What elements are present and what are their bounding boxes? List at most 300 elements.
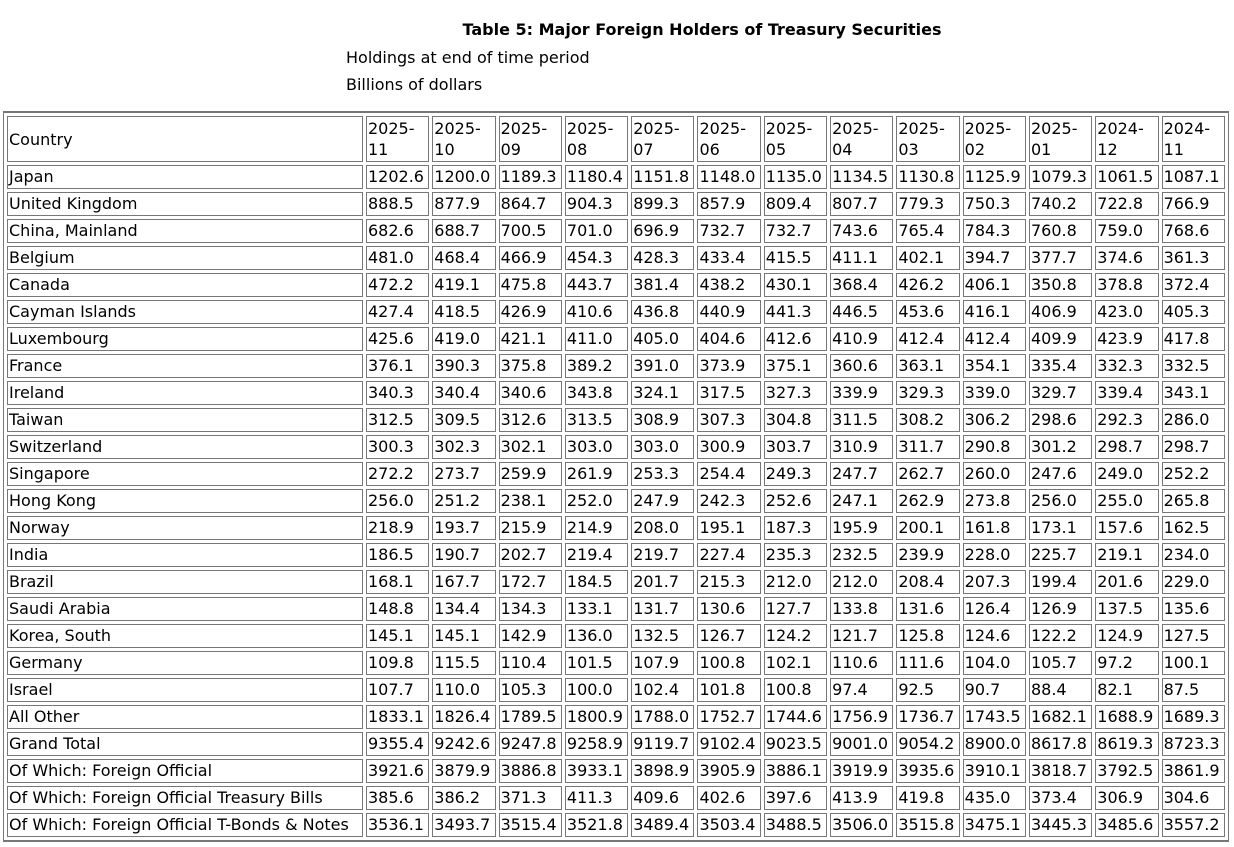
table-row (7, 246, 1225, 270)
value-cell: 430.1 (764, 273, 827, 297)
value-cell: 100.8 (764, 678, 827, 702)
value-cell: 418.5 (432, 300, 495, 324)
value-cell: 888.5 (366, 192, 429, 216)
country-cell: All Other (7, 705, 363, 729)
period-header: 2025- 10 (432, 116, 495, 162)
value-cell: 249.3 (764, 462, 827, 486)
value-cell: 339.9 (830, 381, 893, 405)
value-cell: 214.9 (565, 516, 628, 540)
table-body (7, 165, 1225, 837)
value-cell: 426.2 (896, 273, 959, 297)
table-row (7, 570, 1225, 594)
value-cell: 184.5 (565, 570, 628, 594)
value-cell: 3503.4 (697, 813, 760, 837)
value-cell: 468.4 (432, 246, 495, 270)
country-cell: United Kingdom (7, 192, 363, 216)
value-cell: 199.4 (1029, 570, 1092, 594)
value-cell: 375.1 (764, 354, 827, 378)
value-cell: 259.9 (499, 462, 562, 486)
value-cell: 247.1 (830, 489, 893, 513)
value-cell: 423.9 (1095, 327, 1158, 351)
period-header: 2025- 01 (1029, 116, 1092, 162)
value-cell: 252.2 (1162, 462, 1225, 486)
value-cell: 115.5 (432, 651, 495, 675)
value-cell: 187.3 (764, 516, 827, 540)
table-row (7, 462, 1225, 486)
value-cell: 262.9 (896, 489, 959, 513)
country-cell: Israel (7, 678, 363, 702)
country-cell: Cayman Islands (7, 300, 363, 324)
value-cell: 122.2 (1029, 624, 1092, 648)
table-row (7, 192, 1225, 216)
value-cell: 416.1 (963, 300, 1026, 324)
value-cell: 412.4 (963, 327, 1026, 351)
value-cell: 302.3 (432, 435, 495, 459)
value-cell: 88.4 (1029, 678, 1092, 702)
country-cell: Germany (7, 651, 363, 675)
value-cell: 332.3 (1095, 354, 1158, 378)
value-cell: 304.6 (1162, 786, 1225, 810)
value-cell: 406.9 (1029, 300, 1092, 324)
period-header: 2024- 12 (1095, 116, 1158, 162)
value-cell: 405.0 (631, 327, 694, 351)
value-cell: 3506.0 (830, 813, 893, 837)
value-cell: 324.1 (631, 381, 694, 405)
value-cell: 784.3 (963, 219, 1026, 243)
country-cell: Switzerland (7, 435, 363, 459)
value-cell: 743.6 (830, 219, 893, 243)
value-cell: 131.6 (896, 597, 959, 621)
value-cell: 3921.6 (366, 759, 429, 783)
value-cell: 340.3 (366, 381, 429, 405)
value-cell: 208.4 (896, 570, 959, 594)
table-row (7, 732, 1225, 756)
value-cell: 3886.8 (499, 759, 562, 783)
value-cell: 130.6 (697, 597, 760, 621)
value-cell: 340.4 (432, 381, 495, 405)
value-cell: 3933.1 (565, 759, 628, 783)
value-cell: 411.1 (830, 246, 893, 270)
value-cell: 374.6 (1095, 246, 1158, 270)
country-cell: Saudi Arabia (7, 597, 363, 621)
value-cell: 701.0 (565, 219, 628, 243)
value-cell: 126.9 (1029, 597, 1092, 621)
value-cell: 298.6 (1029, 408, 1092, 432)
value-cell: 262.7 (896, 462, 959, 486)
value-cell: 9102.4 (697, 732, 760, 756)
value-cell: 343.1 (1162, 381, 1225, 405)
value-cell: 3445.3 (1029, 813, 1092, 837)
value-cell: 454.3 (565, 246, 628, 270)
value-cell: 313.5 (565, 408, 628, 432)
value-cell: 8900.0 (963, 732, 1026, 756)
value-cell: 807.7 (830, 192, 893, 216)
value-cell: 311.7 (896, 435, 959, 459)
value-cell: 339.4 (1095, 381, 1158, 405)
value-cell: 207.3 (963, 570, 1026, 594)
value-cell: 443.7 (565, 273, 628, 297)
country-cell: Belgium (7, 246, 363, 270)
value-cell: 760.8 (1029, 219, 1092, 243)
value-cell: 3485.6 (1095, 813, 1158, 837)
value-cell: 3475.1 (963, 813, 1026, 837)
value-cell: 438.2 (697, 273, 760, 297)
holders-table (3, 112, 1229, 841)
value-cell: 219.1 (1095, 543, 1158, 567)
value-cell: 3488.5 (764, 813, 827, 837)
value-cell: 8723.3 (1162, 732, 1225, 756)
value-cell: 3493.7 (432, 813, 495, 837)
value-cell: 190.7 (432, 543, 495, 567)
value-cell: 136.0 (565, 624, 628, 648)
value-cell: 9119.7 (631, 732, 694, 756)
value-cell: 286.0 (1162, 408, 1225, 432)
value-cell: 385.6 (366, 786, 429, 810)
value-cell: 327.3 (764, 381, 827, 405)
value-cell: 329.3 (896, 381, 959, 405)
value-cell: 402.1 (896, 246, 959, 270)
value-cell: 1200.0 (432, 165, 495, 189)
value-cell: 372.4 (1162, 273, 1225, 297)
value-cell: 427.4 (366, 300, 429, 324)
value-cell: 394.7 (963, 246, 1026, 270)
value-cell: 9023.5 (764, 732, 827, 756)
value-cell: 247.9 (631, 489, 694, 513)
value-cell: 234.0 (1162, 543, 1225, 567)
value-cell: 134.4 (432, 597, 495, 621)
value-cell: 125.8 (896, 624, 959, 648)
value-cell: 9242.6 (432, 732, 495, 756)
value-cell: 1189.3 (499, 165, 562, 189)
value-cell: 145.1 (432, 624, 495, 648)
value-cell: 722.8 (1095, 192, 1158, 216)
country-cell: Hong Kong (7, 489, 363, 513)
value-cell: 124.2 (764, 624, 827, 648)
value-cell: 1180.4 (565, 165, 628, 189)
value-cell: 100.0 (565, 678, 628, 702)
value-cell: 235.3 (764, 543, 827, 567)
value-cell: 419.0 (432, 327, 495, 351)
value-cell: 390.3 (432, 354, 495, 378)
value-cell: 109.8 (366, 651, 429, 675)
value-cell: 857.9 (697, 192, 760, 216)
country-cell: Ireland (7, 381, 363, 405)
value-cell: 1125.9 (963, 165, 1026, 189)
value-cell: 9247.8 (499, 732, 562, 756)
value-cell: 1087.1 (1162, 165, 1225, 189)
value-cell: 306.2 (963, 408, 1026, 432)
value-cell: 1061.5 (1095, 165, 1158, 189)
table-row (7, 813, 1225, 837)
period-header: 2025- 09 (499, 116, 562, 162)
value-cell: 1744.6 (764, 705, 827, 729)
value-cell: 9355.4 (366, 732, 429, 756)
value-cell: 247.6 (1029, 462, 1092, 486)
value-cell: 877.9 (432, 192, 495, 216)
value-cell: 3919.9 (830, 759, 893, 783)
value-cell: 368.4 (830, 273, 893, 297)
value-cell: 343.8 (565, 381, 628, 405)
value-cell: 700.5 (499, 219, 562, 243)
value-cell: 229.0 (1162, 570, 1225, 594)
value-cell: 8617.8 (1029, 732, 1092, 756)
header-row (7, 116, 1225, 162)
value-cell: 212.0 (830, 570, 893, 594)
value-cell: 215.3 (697, 570, 760, 594)
value-cell: 412.4 (896, 327, 959, 351)
country-cell: Taiwan (7, 408, 363, 432)
table-row (7, 597, 1225, 621)
value-cell: 242.3 (697, 489, 760, 513)
value-cell: 732.7 (697, 219, 760, 243)
value-cell: 3935.6 (896, 759, 959, 783)
value-cell: 3792.5 (1095, 759, 1158, 783)
value-cell: 441.3 (764, 300, 827, 324)
value-cell: 273.7 (432, 462, 495, 486)
period-header: 2024- 11 (1162, 116, 1225, 162)
value-cell: 148.8 (366, 597, 429, 621)
value-cell: 386.2 (432, 786, 495, 810)
value-cell: 110.6 (830, 651, 893, 675)
value-cell: 3818.7 (1029, 759, 1092, 783)
value-cell: 433.4 (697, 246, 760, 270)
value-cell: 97.4 (830, 678, 893, 702)
value-cell: 1800.9 (565, 705, 628, 729)
value-cell: 864.7 (499, 192, 562, 216)
value-cell: 219.4 (565, 543, 628, 567)
value-cell: 419.8 (896, 786, 959, 810)
table-row (7, 786, 1225, 810)
value-cell: 3886.1 (764, 759, 827, 783)
value-cell: 225.7 (1029, 543, 1092, 567)
value-cell: 311.5 (830, 408, 893, 432)
value-cell: 1688.9 (1095, 705, 1158, 729)
table-wrapper (3, 111, 1229, 842)
table-row (7, 219, 1225, 243)
value-cell: 127.7 (764, 597, 827, 621)
value-cell: 110.4 (499, 651, 562, 675)
value-cell: 307.3 (697, 408, 760, 432)
value-cell: 201.7 (631, 570, 694, 594)
value-cell: 124.9 (1095, 624, 1158, 648)
value-cell: 377.7 (1029, 246, 1092, 270)
country-cell: Norway (7, 516, 363, 540)
country-cell: France (7, 354, 363, 378)
country-cell: Singapore (7, 462, 363, 486)
value-cell: 8619.3 (1095, 732, 1158, 756)
value-cell: 202.7 (499, 543, 562, 567)
table-row (7, 705, 1225, 729)
value-cell: 133.1 (565, 597, 628, 621)
value-cell: 1789.5 (499, 705, 562, 729)
value-cell: 107.7 (366, 678, 429, 702)
value-cell: 1826.4 (432, 705, 495, 729)
value-cell: 360.6 (830, 354, 893, 378)
value-cell: 251.2 (432, 489, 495, 513)
value-cell: 127.5 (1162, 624, 1225, 648)
value-cell: 162.5 (1162, 516, 1225, 540)
value-cell: 303.7 (764, 435, 827, 459)
value-cell: 412.6 (764, 327, 827, 351)
value-cell: 261.9 (565, 462, 628, 486)
value-cell: 419.1 (432, 273, 495, 297)
value-cell: 375.8 (499, 354, 562, 378)
value-cell: 201.6 (1095, 570, 1158, 594)
value-cell: 137.5 (1095, 597, 1158, 621)
value-cell: 200.1 (896, 516, 959, 540)
value-cell: 249.0 (1095, 462, 1158, 486)
value-cell: 750.3 (963, 192, 1026, 216)
table-row (7, 165, 1225, 189)
table-row (7, 435, 1225, 459)
table-row (7, 516, 1225, 540)
value-cell: 426.9 (499, 300, 562, 324)
value-cell: 304.8 (764, 408, 827, 432)
table-row (7, 489, 1225, 513)
value-cell: 132.5 (631, 624, 694, 648)
value-cell: 339.0 (963, 381, 1026, 405)
value-cell: 1148.0 (697, 165, 760, 189)
value-cell: 696.9 (631, 219, 694, 243)
value-cell: 373.9 (697, 354, 760, 378)
value-cell: 9001.0 (830, 732, 893, 756)
value-cell: 302.1 (499, 435, 562, 459)
value-cell: 195.9 (830, 516, 893, 540)
value-cell: 361.3 (1162, 246, 1225, 270)
value-cell: 272.2 (366, 462, 429, 486)
value-cell: 238.1 (499, 489, 562, 513)
value-cell: 329.7 (1029, 381, 1092, 405)
value-cell: 100.8 (697, 651, 760, 675)
value-cell: 145.1 (366, 624, 429, 648)
value-cell: 376.1 (366, 354, 429, 378)
value-cell: 440.9 (697, 300, 760, 324)
country-cell: Of Which: Foreign Official Treasury Bills (7, 786, 363, 810)
value-cell: 219.7 (631, 543, 694, 567)
value-cell: 227.4 (697, 543, 760, 567)
value-cell: 3489.4 (631, 813, 694, 837)
period-header: 2025- 08 (565, 116, 628, 162)
value-cell: 765.4 (896, 219, 959, 243)
value-cell: 340.6 (499, 381, 562, 405)
value-cell: 161.8 (963, 516, 1026, 540)
value-cell: 239.9 (896, 543, 959, 567)
table-row (7, 678, 1225, 702)
value-cell: 759.0 (1095, 219, 1158, 243)
value-cell: 252.0 (565, 489, 628, 513)
value-cell: 378.8 (1095, 273, 1158, 297)
value-cell: 411.3 (565, 786, 628, 810)
value-cell: 402.6 (697, 786, 760, 810)
value-cell: 3898.9 (631, 759, 694, 783)
table-row (7, 354, 1225, 378)
period-header: 2025- 07 (631, 116, 694, 162)
value-cell: 300.3 (366, 435, 429, 459)
value-cell: 126.7 (697, 624, 760, 648)
value-cell: 428.3 (631, 246, 694, 270)
value-cell: 1743.5 (963, 705, 1026, 729)
value-cell: 298.7 (1162, 435, 1225, 459)
country-cell: Of Which: Foreign Official (7, 759, 363, 783)
value-cell: 247.7 (830, 462, 893, 486)
value-cell: 391.0 (631, 354, 694, 378)
value-cell: 107.9 (631, 651, 694, 675)
value-cell: 256.0 (366, 489, 429, 513)
value-cell: 105.3 (499, 678, 562, 702)
value-cell: 3861.9 (1162, 759, 1225, 783)
value-cell: 1135.0 (764, 165, 827, 189)
value-cell: 3910.1 (963, 759, 1026, 783)
period-header: 2025- 04 (830, 116, 893, 162)
country-cell: Canada (7, 273, 363, 297)
value-cell: 475.8 (499, 273, 562, 297)
value-cell: 732.7 (764, 219, 827, 243)
value-cell: 87.5 (1162, 678, 1225, 702)
value-cell: 308.9 (631, 408, 694, 432)
value-cell: 312.6 (499, 408, 562, 432)
value-cell: 168.1 (366, 570, 429, 594)
value-cell: 453.6 (896, 300, 959, 324)
value-cell: 3515.4 (499, 813, 562, 837)
value-cell: 306.9 (1095, 786, 1158, 810)
value-cell: 1756.9 (830, 705, 893, 729)
value-cell: 1130.8 (896, 165, 959, 189)
value-cell: 371.3 (499, 786, 562, 810)
value-cell: 472.2 (366, 273, 429, 297)
value-cell: 134.3 (499, 597, 562, 621)
value-cell: 208.0 (631, 516, 694, 540)
value-cell: 421.1 (499, 327, 562, 351)
value-cell: 904.3 (565, 192, 628, 216)
value-cell: 273.8 (963, 489, 1026, 513)
value-cell: 100.1 (1162, 651, 1225, 675)
value-cell: 405.3 (1162, 300, 1225, 324)
value-cell: 97.2 (1095, 651, 1158, 675)
value-cell: 105.7 (1029, 651, 1092, 675)
value-cell: 104.0 (963, 651, 1026, 675)
value-cell: 1736.7 (896, 705, 959, 729)
value-cell: 290.8 (963, 435, 1026, 459)
value-cell: 110.0 (432, 678, 495, 702)
value-cell: 411.0 (565, 327, 628, 351)
value-cell: 292.3 (1095, 408, 1158, 432)
value-cell: 415.5 (764, 246, 827, 270)
value-cell: 298.7 (1095, 435, 1158, 459)
value-cell: 186.5 (366, 543, 429, 567)
value-cell: 1134.5 (830, 165, 893, 189)
value-cell: 301.2 (1029, 435, 1092, 459)
value-cell: 212.0 (764, 570, 827, 594)
value-cell: 102.4 (631, 678, 694, 702)
value-cell: 317.5 (697, 381, 760, 405)
value-cell: 303.0 (631, 435, 694, 459)
table-row (7, 381, 1225, 405)
table-row (7, 300, 1225, 324)
value-cell: 308.2 (896, 408, 959, 432)
value-cell: 126.4 (963, 597, 1026, 621)
value-cell: 682.6 (366, 219, 429, 243)
value-cell: 466.9 (499, 246, 562, 270)
value-cell: 1788.0 (631, 705, 694, 729)
value-cell: 121.7 (830, 624, 893, 648)
value-cell: 265.8 (1162, 489, 1225, 513)
table-row (7, 408, 1225, 432)
value-cell: 354.1 (963, 354, 1026, 378)
value-cell: 413.9 (830, 786, 893, 810)
value-cell: 254.4 (697, 462, 760, 486)
value-cell: 3515.8 (896, 813, 959, 837)
value-cell: 406.1 (963, 273, 1026, 297)
